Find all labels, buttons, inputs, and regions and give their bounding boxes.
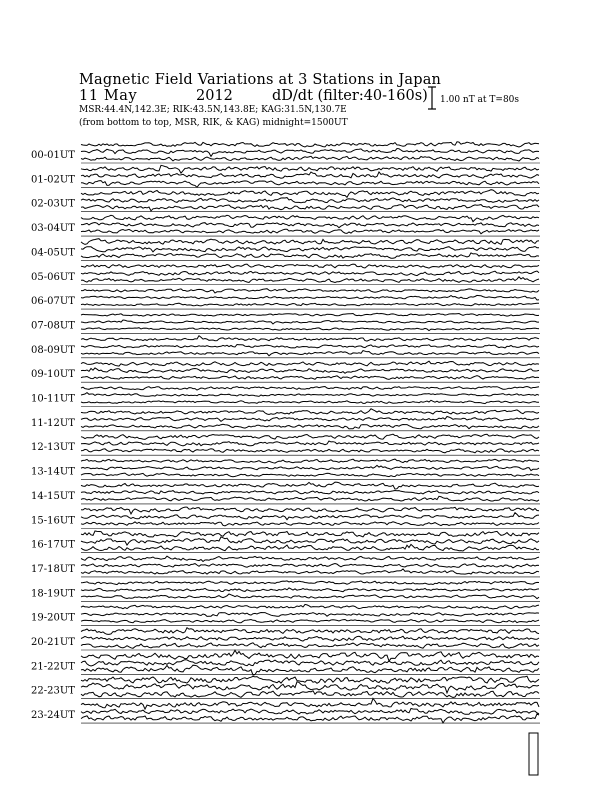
row-time-label: 10-11UT xyxy=(31,393,75,405)
trace-msr xyxy=(81,665,539,675)
trace-kag xyxy=(81,604,539,609)
trace-msr xyxy=(81,229,539,234)
trace-row-17-18UT xyxy=(31,556,540,577)
trace-msr xyxy=(81,328,539,331)
trace-rik xyxy=(81,588,539,592)
trace-kag xyxy=(81,387,539,391)
trace-rik xyxy=(81,660,539,666)
trace-kag xyxy=(81,482,539,489)
trace-kag xyxy=(81,698,539,709)
trace-row-02-03UT xyxy=(31,190,540,212)
row-time-label: 09-10UT xyxy=(31,369,75,381)
trace-rik xyxy=(81,564,539,568)
trace-msr xyxy=(81,594,539,599)
trace-row-21-22UT xyxy=(31,650,540,675)
trace-rik xyxy=(81,198,539,203)
trace-row-19-20UT xyxy=(31,604,540,625)
trace-row-06-07UT xyxy=(31,289,540,309)
trace-kag xyxy=(81,215,539,221)
row-time-label: 22-23UT xyxy=(31,685,75,697)
row-time-label: 12-13UT xyxy=(31,442,75,454)
trace-kag xyxy=(81,409,539,415)
trace-rik xyxy=(81,149,539,157)
row-time-label: 13-14UT xyxy=(31,466,75,478)
trace-kag xyxy=(81,190,539,198)
trace-row-14-15UT xyxy=(31,482,540,504)
station-coordinates: MSR:44.4N,142.3E; RIK:43.5N,143.8E; KAG:31.5N,130.7E xyxy=(79,105,347,115)
trace-row-15-16UT xyxy=(31,507,540,528)
row-time-label: 07-08UT xyxy=(31,320,75,332)
trace-kag xyxy=(81,361,539,366)
trace-row-12-13UT xyxy=(31,434,540,455)
trace-rik xyxy=(81,513,539,520)
trace-kag xyxy=(81,313,539,316)
trace-kag xyxy=(81,581,539,585)
trace-kag xyxy=(81,264,539,268)
trace-msr xyxy=(81,691,539,698)
trace-kag xyxy=(81,556,539,561)
trace-rik xyxy=(81,393,539,397)
chart-year: 2012 xyxy=(196,88,233,104)
trace-msr xyxy=(81,496,539,501)
trace-msr xyxy=(81,714,539,723)
trace-msr xyxy=(81,473,539,477)
trace-kag xyxy=(81,507,539,514)
trace-rik xyxy=(81,491,539,495)
row-time-label: 21-22UT xyxy=(31,661,75,673)
trace-kag xyxy=(81,434,539,439)
trace-row-11-12UT xyxy=(31,409,540,431)
row-time-label: 18-19UT xyxy=(31,588,75,600)
row-time-label: 14-15UT xyxy=(31,490,75,502)
trace-rik xyxy=(81,441,539,446)
trace-kag xyxy=(81,336,539,341)
trace-msr xyxy=(81,643,539,649)
trace-msr xyxy=(81,544,539,551)
trace-kag xyxy=(81,628,539,635)
row-time-label: 23-24UT xyxy=(31,710,75,722)
trace-rik xyxy=(81,465,539,470)
trace-msr xyxy=(81,449,539,453)
trace-row-16-17UT xyxy=(31,531,540,553)
trace-row-13-14UT xyxy=(31,459,540,479)
row-time-label: 15-16UT xyxy=(31,515,75,527)
trace-rows xyxy=(31,142,540,723)
trace-row-10-11UT xyxy=(31,387,540,407)
trace-rik xyxy=(81,247,539,252)
trace-msr xyxy=(81,424,539,429)
station-order-note: (from bottom to top, MSR, RIK, & KAG) midnight=1500UT xyxy=(79,118,348,128)
trace-msr xyxy=(81,400,539,403)
scale-bar-label: 1.00 nT at T=80s xyxy=(440,95,520,105)
trace-row-03-04UT xyxy=(31,215,540,236)
row-time-label: 01-02UT xyxy=(31,174,75,186)
row-time-label: 05-06UT xyxy=(31,271,75,283)
scale-bar xyxy=(428,87,436,109)
trace-kag xyxy=(81,165,539,173)
trace-row-00-01UT xyxy=(31,142,540,163)
row-time-label: 02-03UT xyxy=(31,198,75,210)
trace-msr xyxy=(81,205,539,211)
scale-bracket-box xyxy=(529,733,538,775)
trace-row-23-24UT xyxy=(31,698,540,723)
trace-msr xyxy=(81,181,539,188)
chart-date: 11 May xyxy=(79,88,138,104)
trace-kag xyxy=(81,142,539,147)
trace-msr xyxy=(81,277,539,283)
trace-kag xyxy=(81,239,539,245)
trace-rik xyxy=(81,320,539,324)
trace-row-22-23UT xyxy=(31,676,540,699)
trace-msr xyxy=(81,376,539,380)
row-time-label: 06-07UT xyxy=(31,296,75,308)
trace-msr xyxy=(81,156,539,161)
trace-rik xyxy=(81,345,539,348)
trace-rik xyxy=(81,295,539,300)
trace-msr xyxy=(81,303,539,306)
trace-row-08-09UT xyxy=(31,336,540,358)
trace-rik xyxy=(81,709,539,715)
trace-rik xyxy=(81,417,539,422)
chart-subtitle: dD/dt (filter:40-160s) xyxy=(272,88,428,104)
row-time-label: 03-04UT xyxy=(31,223,75,235)
row-time-label: 08-09UT xyxy=(31,344,75,356)
trace-kag xyxy=(81,650,539,661)
trace-msr xyxy=(81,569,539,574)
row-time-label: 19-20UT xyxy=(31,612,75,624)
trace-row-20-21UT xyxy=(31,628,540,650)
trace-rik xyxy=(81,636,539,641)
trace-msr xyxy=(81,522,539,526)
trace-row-18-19UT xyxy=(31,581,540,601)
trace-row-04-05UT xyxy=(31,239,540,261)
trace-msr xyxy=(81,253,539,258)
trace-kag xyxy=(81,289,539,293)
trace-rik xyxy=(81,613,539,617)
row-time-label: 17-18UT xyxy=(31,563,75,575)
row-time-label: 04-05UT xyxy=(31,247,75,259)
trace-row-05-06UT xyxy=(31,264,540,285)
trace-rik xyxy=(81,368,539,373)
chart-title: Magnetic Field Variations at 3 Stations in Japan xyxy=(79,72,442,88)
row-time-label: 00-01UT xyxy=(31,150,75,161)
trace-kag xyxy=(81,459,539,463)
trace-kag xyxy=(81,531,539,537)
row-time-label: 11-12UT xyxy=(31,417,75,429)
row-time-label: 20-21UT xyxy=(31,637,75,648)
trace-rik xyxy=(81,223,539,228)
row-time-label: 16-17UT xyxy=(31,539,75,551)
trace-rik xyxy=(81,172,539,178)
trace-rik xyxy=(81,271,539,276)
trace-row-07-08UT xyxy=(31,313,540,333)
trace-row-09-10UT xyxy=(31,361,540,382)
trace-msr xyxy=(81,351,539,356)
trace-msr xyxy=(81,620,539,623)
trace-kag xyxy=(81,676,539,683)
trace-rik xyxy=(81,537,539,545)
trace-row-01-02UT xyxy=(31,165,540,187)
